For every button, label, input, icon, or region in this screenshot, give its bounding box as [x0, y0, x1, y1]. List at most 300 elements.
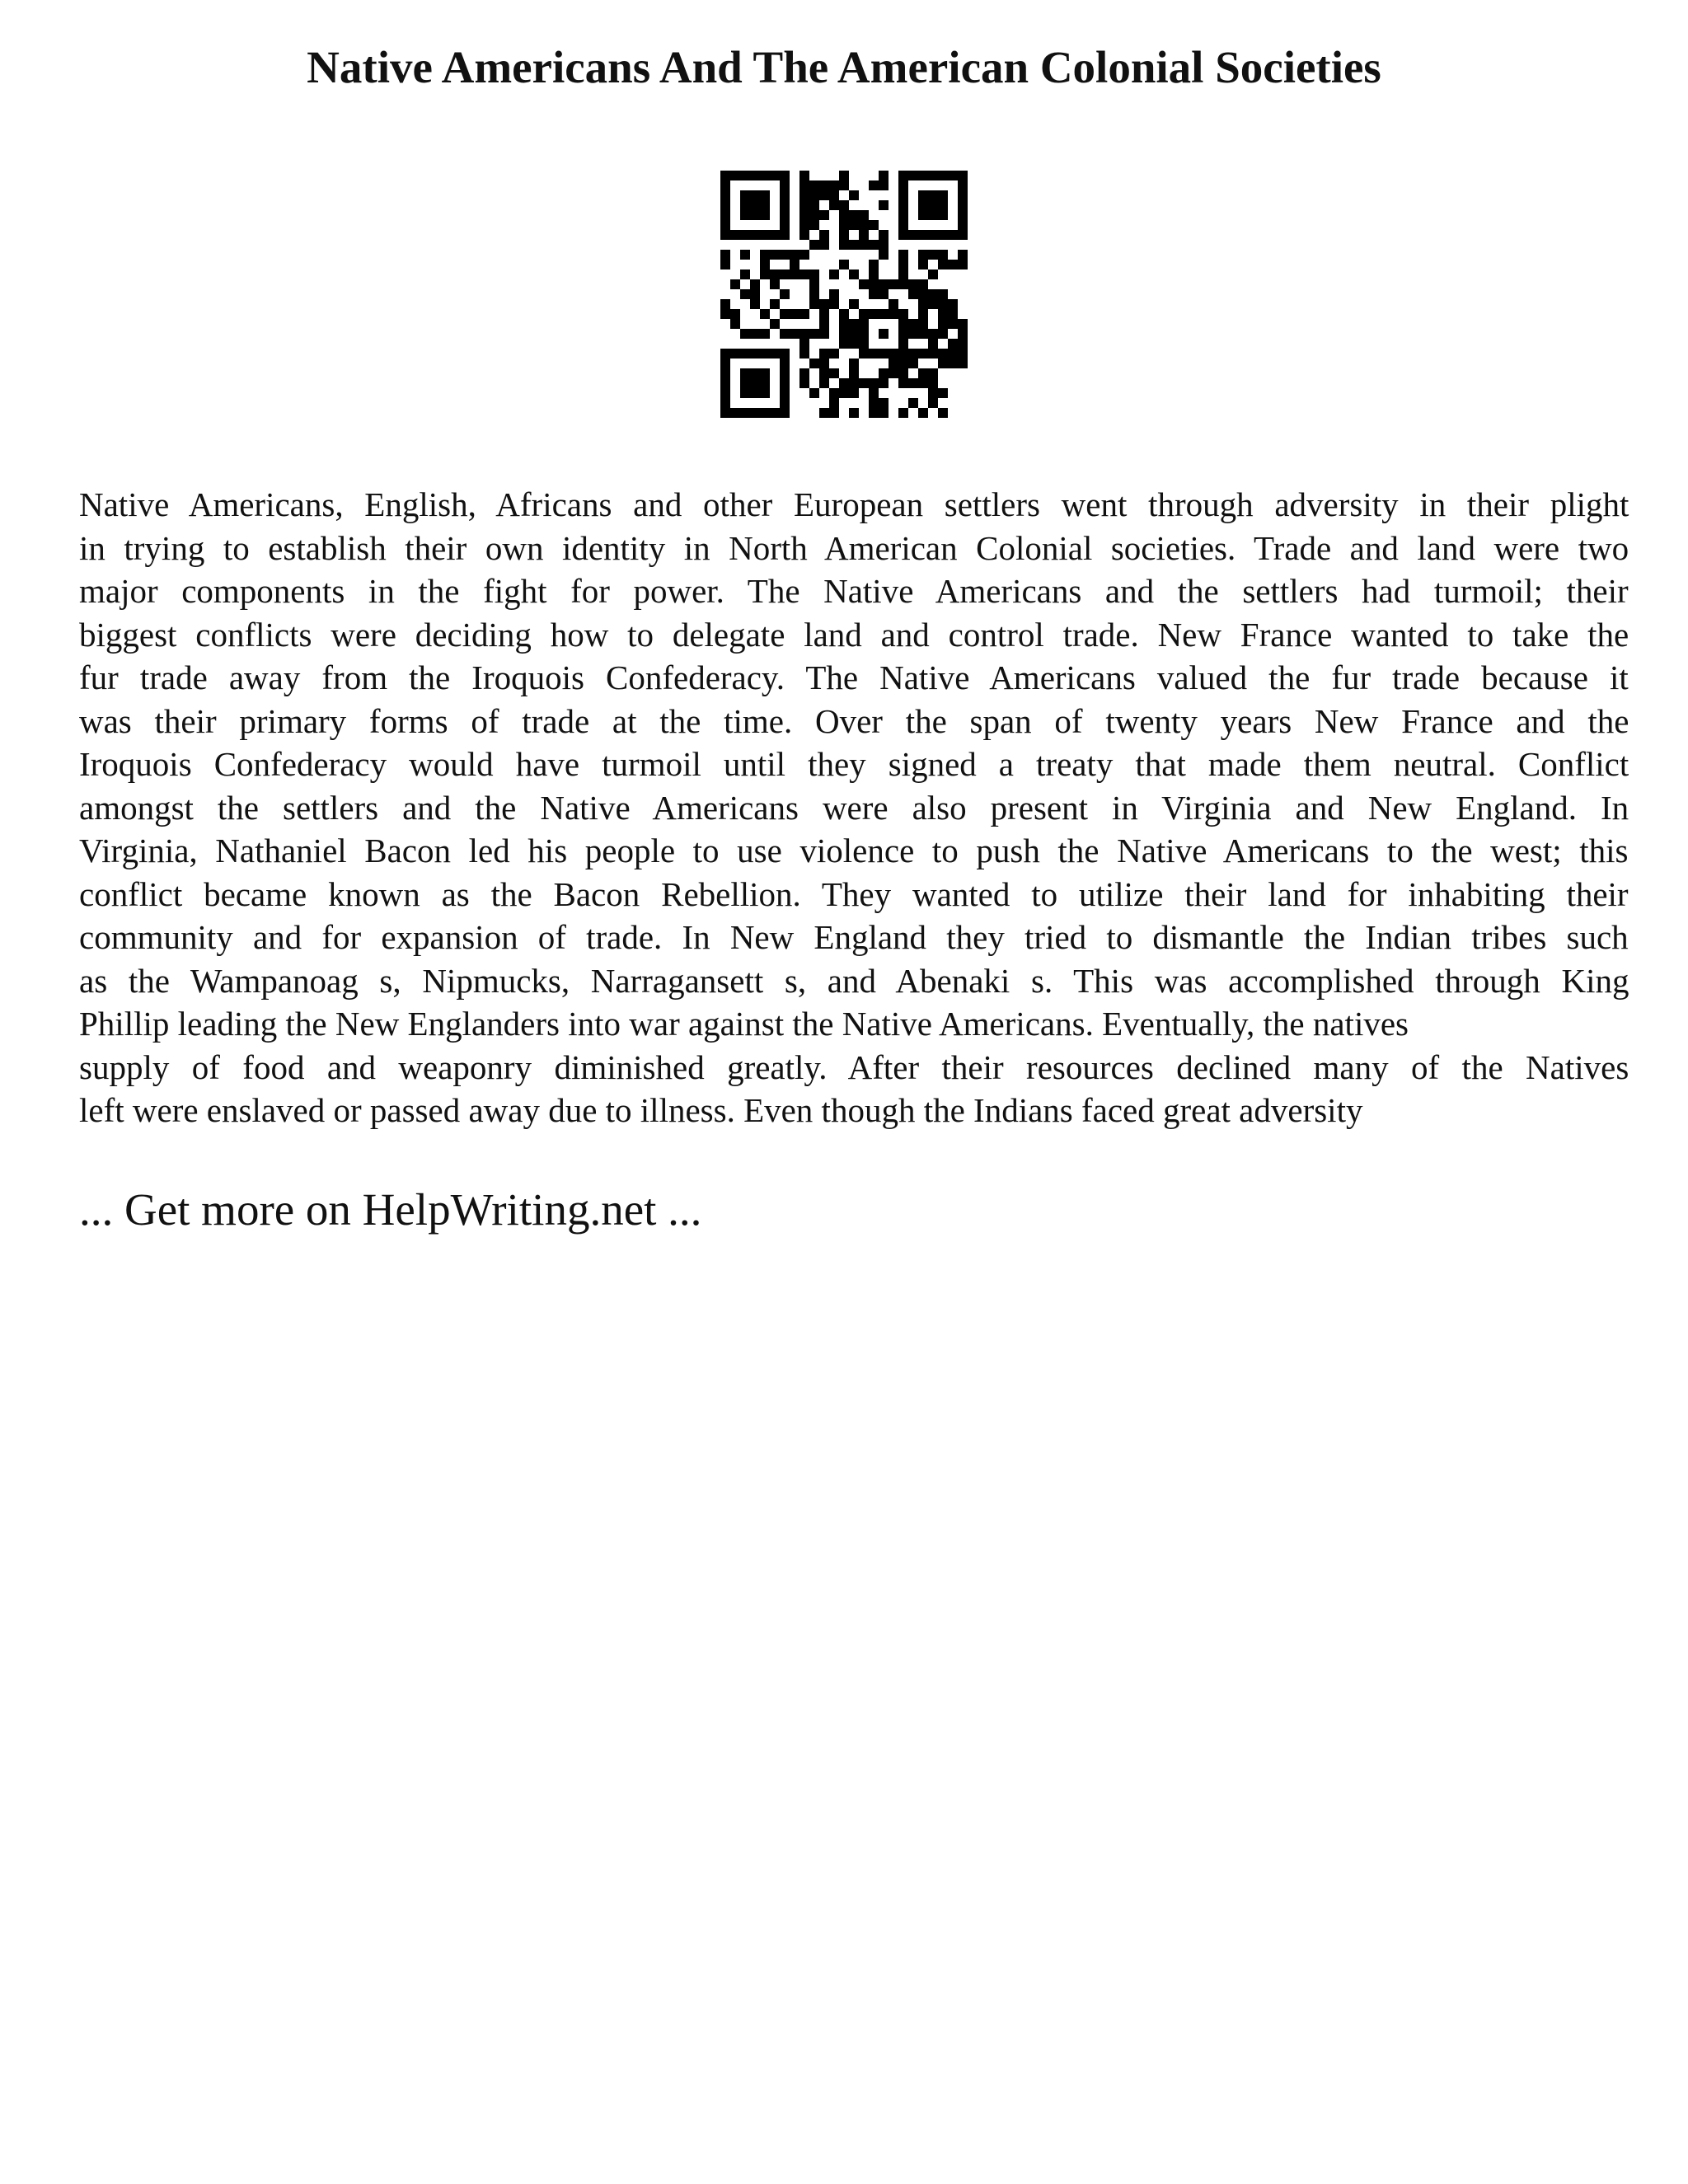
- qr-module: [799, 368, 809, 378]
- qr-module: [760, 210, 770, 220]
- qr-module: [908, 230, 918, 240]
- qr-module: [730, 279, 740, 289]
- qr-module: [849, 378, 859, 388]
- qr-module: [750, 329, 760, 339]
- qr-module: [829, 349, 839, 359]
- qr-module: [720, 359, 730, 368]
- qr-module: [799, 329, 809, 339]
- qr-module: [849, 408, 859, 418]
- qr-module: [799, 339, 809, 349]
- qr-module: [948, 309, 958, 319]
- qr-module: [928, 210, 938, 220]
- qr-module: [898, 220, 908, 230]
- qr-module: [918, 299, 928, 309]
- qr-module: [760, 329, 770, 339]
- qr-module: [780, 398, 790, 408]
- qr-module: [809, 240, 819, 250]
- qr-module: [819, 319, 829, 329]
- qr-module: [898, 171, 908, 180]
- qr-module: [908, 349, 918, 359]
- qr-module: [859, 329, 869, 339]
- page-title: Native Americans And The American Colonial Societies: [307, 42, 1381, 92]
- essay-line: left were enslaved or passed away due to illness. Even though the Indians faced great adversity: [79, 1091, 1363, 1129]
- qr-module: [809, 269, 819, 279]
- qr-module: [879, 329, 889, 339]
- qr-module: [898, 339, 908, 349]
- qr-module: [958, 220, 968, 230]
- qr-module: [938, 349, 948, 359]
- qr-module: [889, 368, 898, 378]
- qr-module: [938, 299, 948, 309]
- qr-module: [780, 388, 790, 398]
- qr-module: [819, 349, 829, 359]
- qr-module: [740, 190, 750, 200]
- qr-module: [730, 171, 740, 180]
- qr-module: [760, 230, 770, 240]
- qr-module: [720, 260, 730, 269]
- qr-module: [869, 269, 879, 279]
- qr-module: [938, 309, 948, 319]
- qr-module: [809, 200, 819, 210]
- qr-module: [958, 349, 968, 359]
- qr-module: [918, 329, 928, 339]
- qr-module: [879, 250, 889, 260]
- qr-module: [928, 269, 938, 279]
- qr-module: [869, 408, 879, 418]
- qr-module: [750, 378, 760, 388]
- qr-module: [720, 388, 730, 398]
- qr-module: [750, 368, 760, 378]
- qr-module: [849, 319, 859, 329]
- qr-module: [720, 398, 730, 408]
- qr-module: [958, 200, 968, 210]
- qr-module: [839, 230, 849, 240]
- qr-module: [869, 398, 879, 408]
- qr-module: [839, 200, 849, 210]
- qr-module: [859, 279, 869, 289]
- qr-module: [898, 279, 908, 289]
- essay-line: community and for expansion of trade. In New England they tried to dismantle the Indian tribes such: [79, 918, 1629, 956]
- qr-module: [958, 171, 968, 180]
- qr-module: [819, 359, 829, 368]
- qr-module: [740, 329, 750, 339]
- qr-module: [938, 329, 948, 339]
- qr-module: [760, 349, 770, 359]
- qr-module: [740, 388, 750, 398]
- qr-module: [928, 299, 938, 309]
- qr-module: [780, 368, 790, 378]
- qr-module: [879, 368, 889, 378]
- qr-module: [740, 171, 750, 180]
- qr-module: [898, 329, 908, 339]
- qr-module: [898, 408, 908, 418]
- qr-module: [780, 190, 790, 200]
- qr-module: [790, 269, 799, 279]
- qr-module: [918, 200, 928, 210]
- qr-module: [839, 210, 849, 220]
- qr-module: [889, 309, 898, 319]
- qr-module: [869, 260, 879, 269]
- qr-module: [859, 240, 869, 250]
- qr-module: [849, 269, 859, 279]
- qr-module: [908, 398, 918, 408]
- qr-module: [889, 299, 898, 309]
- qr-module: [879, 289, 889, 299]
- qr-module: [958, 339, 968, 349]
- qr-module: [918, 260, 928, 269]
- qr-module: [780, 210, 790, 220]
- qr-module: [799, 171, 809, 180]
- qr-module: [809, 190, 819, 200]
- qr-module: [928, 329, 938, 339]
- qr-module: [799, 378, 809, 388]
- qr-module: [898, 378, 908, 388]
- qr-module: [898, 260, 908, 269]
- qr-module: [938, 260, 948, 269]
- qr-module: [760, 408, 770, 418]
- qr-module: [859, 220, 869, 230]
- qr-module: [760, 309, 770, 319]
- qr-module: [720, 200, 730, 210]
- qr-module: [760, 200, 770, 210]
- qr-module: [809, 359, 819, 368]
- qr-module: [958, 359, 968, 368]
- qr-module: [898, 180, 908, 190]
- qr-module: [740, 349, 750, 359]
- qr-module: [869, 240, 879, 250]
- qr-module: [918, 190, 928, 200]
- qr-module: [918, 309, 928, 319]
- qr-module: [948, 260, 958, 269]
- qr-module: [720, 190, 730, 200]
- qr-module: [958, 210, 968, 220]
- qr-module: [799, 200, 809, 210]
- qr-module: [908, 329, 918, 339]
- qr-module: [879, 349, 889, 359]
- qr-module: [750, 299, 760, 309]
- qr-module: [918, 408, 928, 418]
- qr-module: [750, 230, 760, 240]
- qr-module: [750, 171, 760, 180]
- qr-module: [869, 349, 879, 359]
- qr-module: [879, 378, 889, 388]
- qr-module: [839, 329, 849, 339]
- qr-module: [740, 408, 750, 418]
- qr-module: [750, 210, 760, 220]
- qr-module: [740, 289, 750, 299]
- qr-module: [898, 200, 908, 210]
- qr-module: [730, 309, 740, 319]
- qr-module: [780, 329, 790, 339]
- qr-module: [879, 279, 889, 289]
- qr-module: [809, 289, 819, 299]
- qr-module: [849, 210, 859, 220]
- qr-module: [770, 250, 780, 260]
- qr-module: [849, 339, 859, 349]
- qr-module: [750, 349, 760, 359]
- qr-module: [958, 180, 968, 190]
- qr-module: [730, 319, 740, 329]
- qr-module: [958, 260, 968, 269]
- essay-excerpt: [79, 483, 1629, 1132]
- qr-module: [829, 289, 839, 299]
- qr-module: [770, 349, 780, 359]
- qr-module: [879, 180, 889, 190]
- qr-module: [750, 200, 760, 210]
- qr-module: [809, 279, 819, 289]
- qr-module: [819, 210, 829, 220]
- qr-module: [879, 240, 889, 250]
- qr-module: [809, 329, 819, 339]
- qr-module: [829, 368, 839, 378]
- essay-line: Iroquois Confederacy would have turmoil until they signed a treaty that made them neutral. Conflict: [79, 745, 1629, 783]
- qr-module: [750, 190, 760, 200]
- qr-module: [790, 250, 799, 260]
- qr-module: [859, 319, 869, 329]
- qr-module: [928, 398, 938, 408]
- qr-module: [869, 220, 879, 230]
- qr-module: [819, 309, 829, 319]
- qr-module: [849, 388, 859, 398]
- qr-module: [809, 180, 819, 190]
- qr-module: [958, 230, 968, 240]
- qr-module: [760, 378, 770, 388]
- qr-module: [740, 210, 750, 220]
- qr-module: [839, 180, 849, 190]
- qr-module: [839, 388, 849, 398]
- qr-module: [898, 309, 908, 319]
- qr-module: [849, 368, 859, 378]
- qr-module: [938, 190, 948, 200]
- qr-module: [879, 408, 889, 418]
- qr-module: [918, 349, 928, 359]
- qr-module: [879, 230, 889, 240]
- qr-module: [849, 240, 859, 250]
- qr-module: [720, 171, 730, 180]
- qr-module: [948, 359, 958, 368]
- qr-module: [720, 230, 730, 240]
- qr-module: [908, 359, 918, 368]
- qr-module: [780, 220, 790, 230]
- qr-module: [839, 171, 849, 180]
- qr-module: [849, 329, 859, 339]
- qr-module: [829, 408, 839, 418]
- qr-module: [780, 171, 790, 180]
- qr-module: [898, 230, 908, 240]
- qr-module: [938, 230, 948, 240]
- qr-module: [799, 349, 809, 359]
- qr-module: [898, 190, 908, 200]
- qr-module: [928, 250, 938, 260]
- qr-module: [839, 260, 849, 269]
- qr-module: [839, 240, 849, 250]
- qr-module: [898, 250, 908, 260]
- qr-module: [720, 378, 730, 388]
- qr-module: [839, 220, 849, 230]
- essay-line: major components in the fight for power. The Native Americans and the settlers had turmoil; their: [79, 572, 1629, 610]
- qr-module: [770, 230, 780, 240]
- qr-module: [799, 269, 809, 279]
- qr-module: [809, 299, 819, 309]
- qr-module: [928, 230, 938, 240]
- qr-module: [889, 349, 898, 359]
- qr-module: [770, 408, 780, 418]
- qr-module: [740, 250, 750, 260]
- qr-module: [799, 220, 809, 230]
- qr-module: [780, 349, 790, 359]
- qr-module: [908, 378, 918, 388]
- qr-module: [730, 408, 740, 418]
- qr-module: [918, 319, 928, 329]
- qr-module: [948, 171, 958, 180]
- qr-module: [898, 319, 908, 329]
- qr-module: [829, 180, 839, 190]
- qr-module: [780, 250, 790, 260]
- qr-module: [918, 378, 928, 388]
- qr-module: [799, 190, 809, 200]
- qr-module: [849, 299, 859, 309]
- qr-module: [948, 230, 958, 240]
- qr-module: [780, 309, 790, 319]
- qr-module: [760, 269, 770, 279]
- essay-line: amongst the settlers and the Native Americans were also present in Virginia and New England. In: [79, 788, 1629, 827]
- qr-module: [819, 408, 829, 418]
- essay-line: in trying to establish their own identity in North American Colonial societies. Trade and land were two: [79, 528, 1629, 567]
- qr-module: [770, 279, 780, 289]
- qr-module: [928, 339, 938, 349]
- qr-module: [720, 349, 730, 359]
- qr-module: [829, 388, 839, 398]
- qr-module: [898, 368, 908, 378]
- qr-module: [948, 339, 958, 349]
- qr-module: [799, 230, 809, 240]
- qr-module: [938, 171, 948, 180]
- qr-module: [720, 220, 730, 230]
- qr-module: [720, 180, 730, 190]
- qr-module: [780, 230, 790, 240]
- qr-module: [760, 388, 770, 398]
- qr-module: [819, 230, 829, 240]
- qr-module: [928, 349, 938, 359]
- qr-module: [928, 388, 938, 398]
- qr-module: [938, 250, 948, 260]
- qr-module: [928, 190, 938, 200]
- qr-module: [938, 200, 948, 210]
- qr-module: [928, 289, 938, 299]
- qr-module: [928, 200, 938, 210]
- qr-module: [849, 190, 859, 200]
- qr-module: [819, 378, 829, 388]
- qr-module: [928, 378, 938, 388]
- qr-module: [809, 388, 819, 398]
- qr-module: [750, 289, 760, 299]
- qr-module: [740, 200, 750, 210]
- qr-module: [869, 279, 879, 289]
- qr-module: [760, 368, 770, 378]
- qr-module: [829, 299, 839, 309]
- qr-module: [819, 368, 829, 378]
- qr-module: [780, 359, 790, 368]
- qr-module: [849, 359, 859, 368]
- qr-module: [918, 368, 928, 378]
- qr-module: [908, 171, 918, 180]
- qr-module: [730, 349, 740, 359]
- qr-module: [809, 220, 819, 230]
- qr-module: [720, 368, 730, 378]
- essay-line: conflict became known as the Bacon Rebellion. They wanted to utilize their land for inhabiting their: [79, 874, 1629, 913]
- qr-module: [918, 250, 928, 260]
- qr-module: [720, 210, 730, 220]
- qr-module: [770, 269, 780, 279]
- qr-module: [829, 200, 839, 210]
- qr-module: [720, 408, 730, 418]
- essay-line: Phillip leading the New Englanders into war against the Native Americans. Eventually, the natives: [79, 1005, 1409, 1043]
- qr-module: [770, 299, 780, 309]
- qr-module: [829, 190, 839, 200]
- qr-module: [898, 349, 908, 359]
- qr-module: [760, 260, 770, 269]
- essay-line: fur trade away from the Iroquois Confederacy. The Native Americans valued the fur trade because it: [79, 658, 1629, 696]
- qr-module: [829, 269, 839, 279]
- qr-module: [780, 180, 790, 190]
- qr-module: [730, 230, 740, 240]
- qr-module: [740, 368, 750, 378]
- qr-module: [740, 378, 750, 388]
- qr-module: [938, 210, 948, 220]
- qr-module: [819, 240, 829, 250]
- qr-module: [958, 329, 968, 339]
- qr-module: [948, 299, 958, 309]
- qr-module: [740, 269, 750, 279]
- qr-module: [859, 309, 869, 319]
- qr-module: [889, 359, 898, 368]
- essay-line: Native Americans, English, Africans and other European settlers went through adversity in their plight: [79, 485, 1629, 523]
- qr-module: [938, 408, 948, 418]
- qr-module: [760, 171, 770, 180]
- qr-module: [879, 200, 889, 210]
- qr-module: [790, 260, 799, 269]
- qr-module: [908, 289, 918, 299]
- qr-module: [938, 388, 948, 398]
- qr-module: [958, 250, 968, 260]
- qr-module: [720, 309, 730, 319]
- qr-module: [869, 309, 879, 319]
- qr-module: [819, 190, 829, 200]
- essay-line: was their primary forms of trade at the time. Over the span of twenty years New France and the: [79, 701, 1629, 740]
- qr-module: [908, 319, 918, 329]
- qr-module: [780, 408, 790, 418]
- qr-module: [869, 289, 879, 299]
- qr-module: [928, 368, 938, 378]
- qr-module: [750, 408, 760, 418]
- qr-module: [879, 309, 889, 319]
- qr-module: [790, 329, 799, 339]
- qr-module: [859, 349, 869, 359]
- qr-module: [819, 180, 829, 190]
- qr-module: [809, 210, 819, 220]
- qr-module: [889, 279, 898, 289]
- qr-module: [760, 250, 770, 260]
- qr-module: [799, 309, 809, 319]
- qr-code-graphic: [720, 171, 968, 418]
- qr-module: [770, 319, 780, 329]
- qr-module: [918, 230, 928, 240]
- get-more-link[interactable]: ... Get more on HelpWriting.net ...: [79, 1184, 702, 1235]
- qr-module: [750, 279, 760, 289]
- qr-module: [750, 388, 760, 398]
- qr-module: [799, 210, 809, 220]
- qr-module: [839, 309, 849, 319]
